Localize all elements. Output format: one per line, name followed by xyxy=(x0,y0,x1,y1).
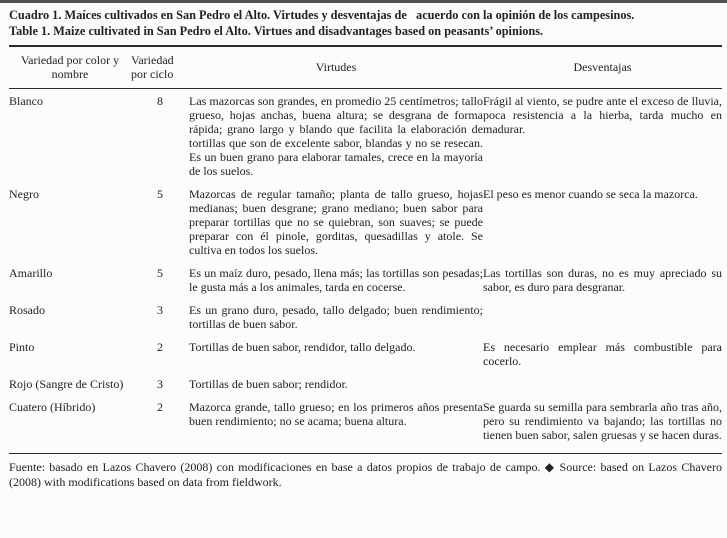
drawbacks-cell xyxy=(483,298,722,335)
virtues-cell: Mazorcas de regular tamaño; planta de tallo grueso, hojas medianas; buen desgrane; grano mediano; buen sabor para preparar tortillas que no se quiebran, son suaves; se puede preparar con él pinole, gorditas, quesadillas y atole. Se cultiva en todos los suelos. xyxy=(189,187,483,257)
virtues-cell: Es un maíz duro, pesado, llena más; las tortillas son pesadas; le gusta más a los animales, tarda en cocerse. xyxy=(189,266,483,294)
table-row xyxy=(9,261,722,298)
drawbacks-cell: Es necesario emplear más combustible para cocerlo. xyxy=(483,340,722,368)
cycle-count-cell: 2 xyxy=(157,400,163,414)
table-row xyxy=(9,395,722,446)
virtues-cell: Tortillas de buen sabor; rendidor. xyxy=(189,377,348,391)
page-top-edge xyxy=(0,0,727,3)
table-body xyxy=(9,89,722,447)
cycle-count-cell: 5 xyxy=(157,187,163,201)
cycle-count-cell: 8 xyxy=(157,94,163,108)
table-source-note: Fuente: basado en Lazos Chavero (2008) con modificaciones en base a datos propios de trabajo de campo. ◆ Source: based on Lazos Chavero (2008) with modifications based on data from fieldwork. xyxy=(9,460,723,489)
virtues-cell: Las mazorcas son grandes, en promedio 25 centímetros; tallo grueso, hojas anchas, buena altura; se desgrana de forma rápida; grano largo y blando que facilita la elaboración de tortillas que son de excelente sabor, blandas y no se resecan. Es un buen grano para elaborar tamales, crece en la mayoría de los suelos. xyxy=(189,94,483,178)
virtues-cell: Tortillas de buen sabor, rendidor, tallo delgado. xyxy=(189,340,416,354)
table-row xyxy=(9,89,722,183)
variety-name-cell: Negro xyxy=(9,187,39,201)
header-row xyxy=(9,46,722,89)
variety-name-cell: Rojo (Sangre de Cristo) xyxy=(9,377,124,391)
variety-name-cell: Rosado xyxy=(9,303,45,317)
variety-name-cell: Amarillo xyxy=(9,266,53,280)
cycle-count-cell: 5 xyxy=(157,266,163,280)
table-title-english: Table 1. Maize cultivated in San Pedro el Alto. Virtues and disadvantages based on peasants’ opinions. xyxy=(9,24,544,38)
drawbacks-cell xyxy=(483,372,722,395)
table-row xyxy=(9,372,722,395)
variety-name-cell: Blanco xyxy=(9,94,43,108)
cycle-count-cell: 3 xyxy=(157,377,163,391)
drawbacks-cell: Se guarda su semilla para sembrarla año tras año, pero su rendimiento va bajando; las tortillas no tienen buen sabor, salen gruesas y se hacen duras. xyxy=(483,400,722,442)
table-caption xyxy=(9,7,722,39)
drawbacks-cell: El peso es menor cuando se seca la mazorca. xyxy=(483,187,698,201)
table-row xyxy=(9,335,722,372)
header-variety-cycle: Variedad por ciclo xyxy=(131,53,174,81)
table-footnote-block xyxy=(9,453,722,490)
virtues-cell: Mazorca grande, tallo grueso; en los primeros años presenta buen rendimiento; no se acama; buena altura. xyxy=(189,400,483,428)
virtues-cell: Es un grano duro, pesado, tallo delgado; buen rendimiento; tortillas de buen sabor. xyxy=(189,303,483,331)
maize-varieties-table xyxy=(9,45,722,446)
table-row xyxy=(9,298,722,335)
table-header xyxy=(9,46,722,89)
header-variety-name: Variedad por color y nombre xyxy=(20,53,120,81)
drawbacks-cell: Frágil al viento, se pudre ante el exceso de lluvia, poca resistencia a la hierba, tarda mucho en madurar. xyxy=(483,94,722,136)
variety-name-cell: Pinto xyxy=(9,340,35,354)
table-row xyxy=(9,182,722,261)
cycle-count-cell: 2 xyxy=(157,340,163,354)
drawbacks-cell: Las tortillas son duras, no es muy apreciado su sabor, es duro para desgranar. xyxy=(483,266,722,294)
header-virtues: Virtudes xyxy=(315,60,357,74)
header-drawbacks: Desventajas xyxy=(573,60,632,74)
variety-name-cell: Cuatero (Híbrido) xyxy=(9,400,96,414)
cycle-count-cell: 3 xyxy=(157,303,163,317)
table-title-spanish: Cuadro 1. Maíces cultivados en San Pedro el Alto. Virtudes y desventajas de acuerdo con la opinión de los campesinos. xyxy=(9,8,635,22)
